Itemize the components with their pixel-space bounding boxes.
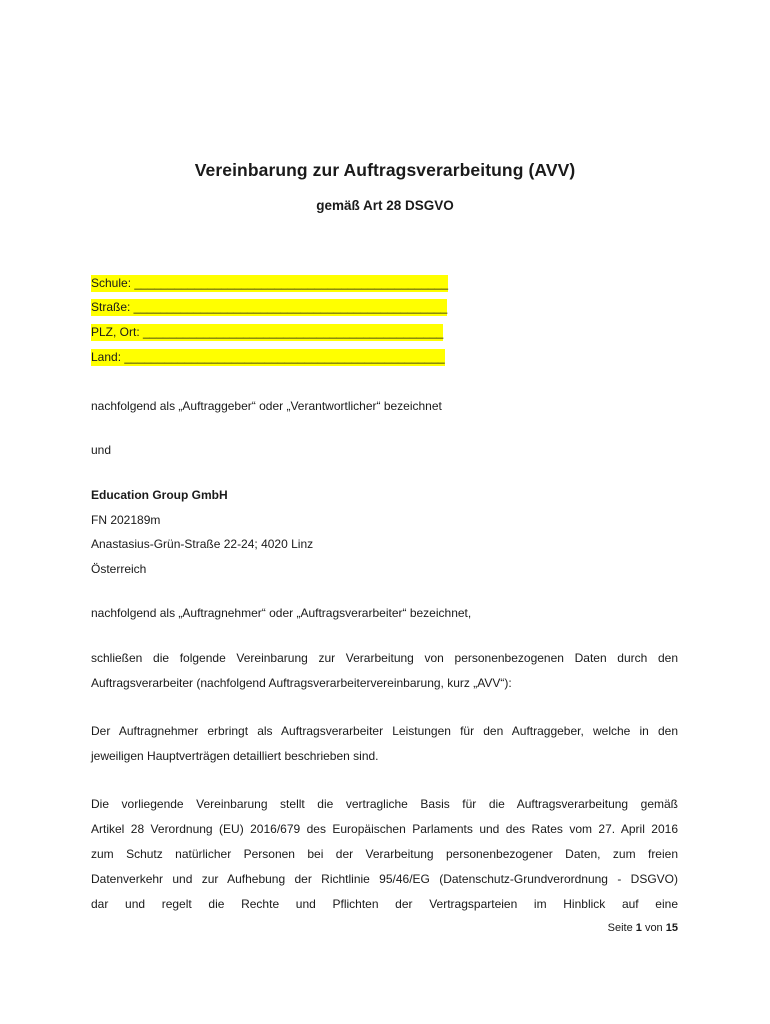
auftraggeber-note: nachfolgend als „Auftraggeber“ oder „Verantwortlicher“ bezeichnet (91, 399, 442, 413)
footer-total-pages: 15 (665, 922, 678, 934)
company-address: Anastasius-Grün-Straße 22-24; 4020 Linz (91, 537, 314, 551)
auftragnehmer-note: nachfolgend als „Auftragnehmer“ oder „Auftragsverarbeiter“ bezeichnet, (91, 606, 472, 620)
para3-line5: dar und regelt die Rechte und Pflichten der Vertragsparteien im Hinblick auf eine (91, 897, 678, 911)
company-name: Education Group GmbH (91, 488, 228, 502)
para3-line3: zum Schutz natürlicher Personen bei der Verarbeitung personenbezogener Daten, zum freien (91, 847, 678, 861)
und-text: und (91, 443, 112, 457)
footer-current-page: 1 (635, 922, 642, 934)
document-title: Vereinbarung zur Auftragsverarbeitung (AVV) (194, 160, 576, 180)
field-schule (91, 276, 448, 290)
field-land (91, 350, 445, 364)
field-schule-text: Schule: _______________________________________________ (91, 276, 449, 290)
company-country: Österreich (91, 562, 147, 576)
para2-line1: Der Auftragnehmer erbringt als Auftragsverarbeiter Leistungen für den Auftraggeber, welche in den (91, 724, 678, 738)
page-number-footer (608, 922, 678, 934)
para3-line2: Artikel 28 Verordnung (EU) 2016/679 des Europäischen Parlaments und des Rates vom 27. April 2016 (91, 822, 678, 836)
field-strasse (91, 300, 447, 314)
field-strasse-text: Straße: _______________________________________________ (91, 300, 448, 314)
para2-line2: jeweiligen Hauptverträgen detailliert beschrieben sind. (91, 749, 379, 763)
company-fn: FN 202189m (91, 513, 161, 527)
para3-line1: Die vorliegende Vereinbarung stellt die vertragliche Basis für die Auftragsverarbeitung gemäß (91, 797, 678, 811)
footer-prefix: Seite (607, 922, 633, 934)
para1-line1: schließen die folgende Vereinbarung zur Verarbeitung von personenbezogenen Daten durch den (91, 651, 678, 665)
para3-line4: Datenverkehr und zur Aufhebung der Richtlinie 95/46/EG (Datenschutz-Grundverordnung - DSGVO) (91, 872, 678, 886)
footer-middle: von (644, 922, 663, 934)
field-plz-ort (91, 325, 443, 339)
para1-line2: Auftragsverarbeiter (nachfolgend Auftragsverarbeitervereinbarung, kurz „AVV“): (91, 676, 512, 690)
field-land-text: Land: ________________________________________________ (91, 350, 445, 364)
field-plz-ort-text: PLZ, Ort: _____________________________________________ (91, 325, 444, 339)
document-subtitle: gemäß Art 28 DSGVO (316, 198, 454, 213)
